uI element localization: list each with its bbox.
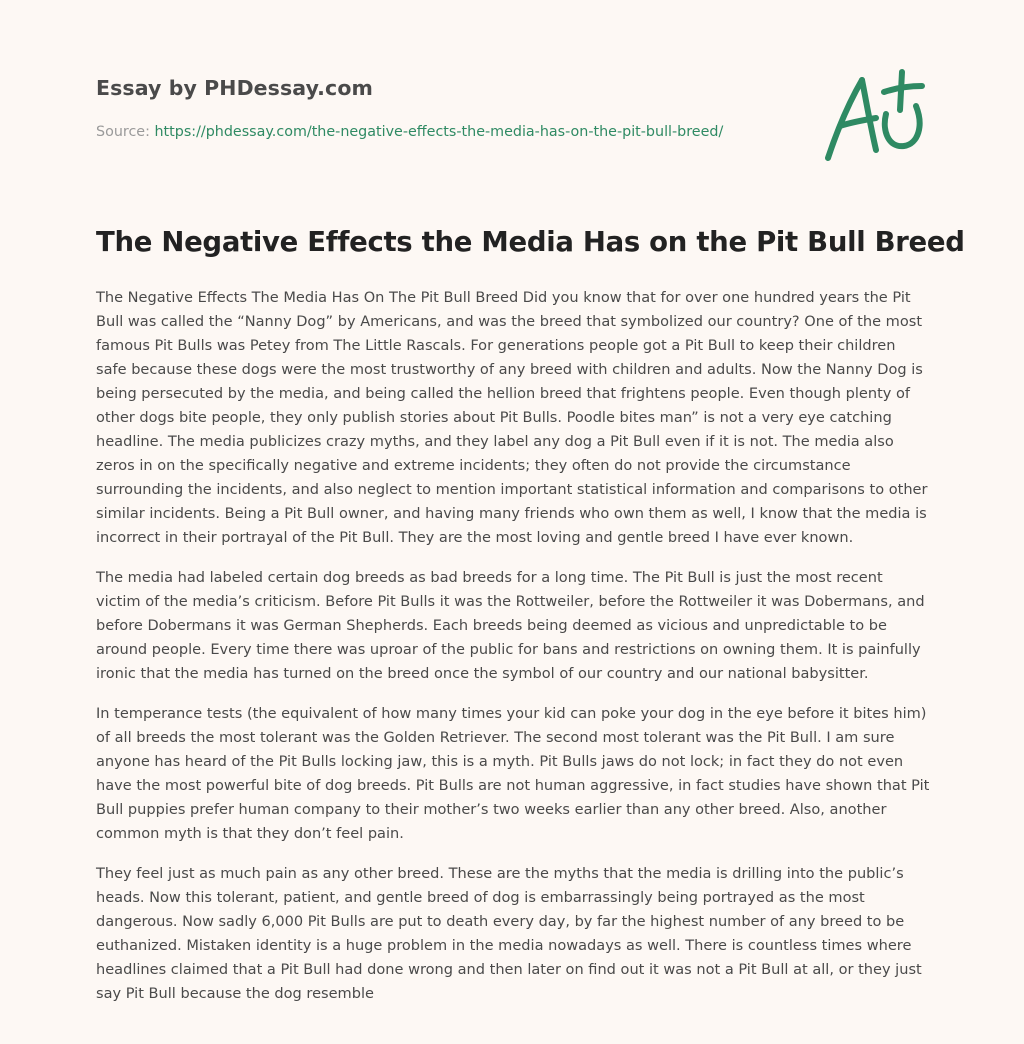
a-plus-grade-logo-icon <box>818 66 930 166</box>
essay-title: The Negative Effects the Media Has on the Pit Bull Breed <box>96 226 965 258</box>
source-link[interactable]: https://phdessay.com/the-negative-effects-the-media-has-on-the-pit-bull-breed/ <box>154 124 724 140</box>
essay-paragraph: They feel just as much pain as any other breed. These are the myths that the media is drilling into the public’s heads. Now this tolerant, patient, and gentle breed of dog is embarrassingly being portrayed as the most dangerous. Now sadly 6,000 Pit Bulls are put to death every day, by far the highest number of any breed to be euthanized. Mistaken identity is a huge problem in the media nowadays as well. There is countless times where headlines claimed that a Pit Bull had done wrong and then later on find out it was not a Pit Bull at all, or they just say Pit Bull because the dog resemble <box>96 865 922 1002</box>
essay-paragraph: In temperance tests (the equivalent of how many times your kid can poke your dog in the eye before it bites him) of all breeds the most tolerant was the Golden Retriever. The second most tolerant was the Pit Bull. I am sure anyone has heard of the Pit Bulls locking jaw, this is a myth. Pit Bulls jaws do not lock; in fact they do not even have the most powerful bite of dog breeds. Pit Bulls are not human aggressive, in fact studies have shown that Pit Bull puppies prefer human company to their mother’s two weeks earlier than any other breed. Also, another common myth is that they don’t feel pain. <box>96 705 930 842</box>
source-label: Source: <box>96 124 155 140</box>
essay-paragraph: The Negative Effects The Media Has On The Pit Bull Breed Did you know that for over one hundred years the Pit Bull was called the “Nanny Dog” by Americans, and was the breed that symbolized our country? One of the most famous Pit Bulls was Petey from The Little Rascals. For generations people got a Pit Bull to keep their children safe because these dogs were the most trustworthy of any breed with children and adults. Now the Nanny Dog is being persecuted by the media, and being called the hellion breed that frightens people. Even though plenty of other dogs bite people, they only publish stories about Pit Bulls. Poodle bites man” is not a very eye catching headline. The media publicizes crazy myths, and they label any dog a Pit Bull even if it is not. The media also zeros in on the specifically negative and extreme incidents; they often do not provide the circumstance surrounding the incidents, and also neglect to mention important statistical information and comparisons to other similar incidents. Being a Pit Bull owner, and having many friends who own them as well, I know that the media is incorrect in their portrayal of the Pit Bull. They are the most loving and gentle breed I have ever known. <box>96 289 928 546</box>
essay-paragraph: The media had labeled certain dog breeds as bad breeds for a long time. The Pit Bull is just the most recent victim of the media’s criticism. Before Pit Bulls it was the Rottweiler, before the Rottweiler it was Dobermans, and before Dobermans it was German Shepherds. Each breeds being deemed as vicious and unpredictable to be around people. Every time there was uproar of the public for bans and restrictions on owning them. It is painfully ironic that the media has turned on the breed once the symbol of our country and our national babysitter. <box>96 569 925 682</box>
site-name: Essay by PHDessay.com <box>96 76 373 100</box>
source-line <box>96 124 723 140</box>
essay-body <box>96 286 930 1022</box>
